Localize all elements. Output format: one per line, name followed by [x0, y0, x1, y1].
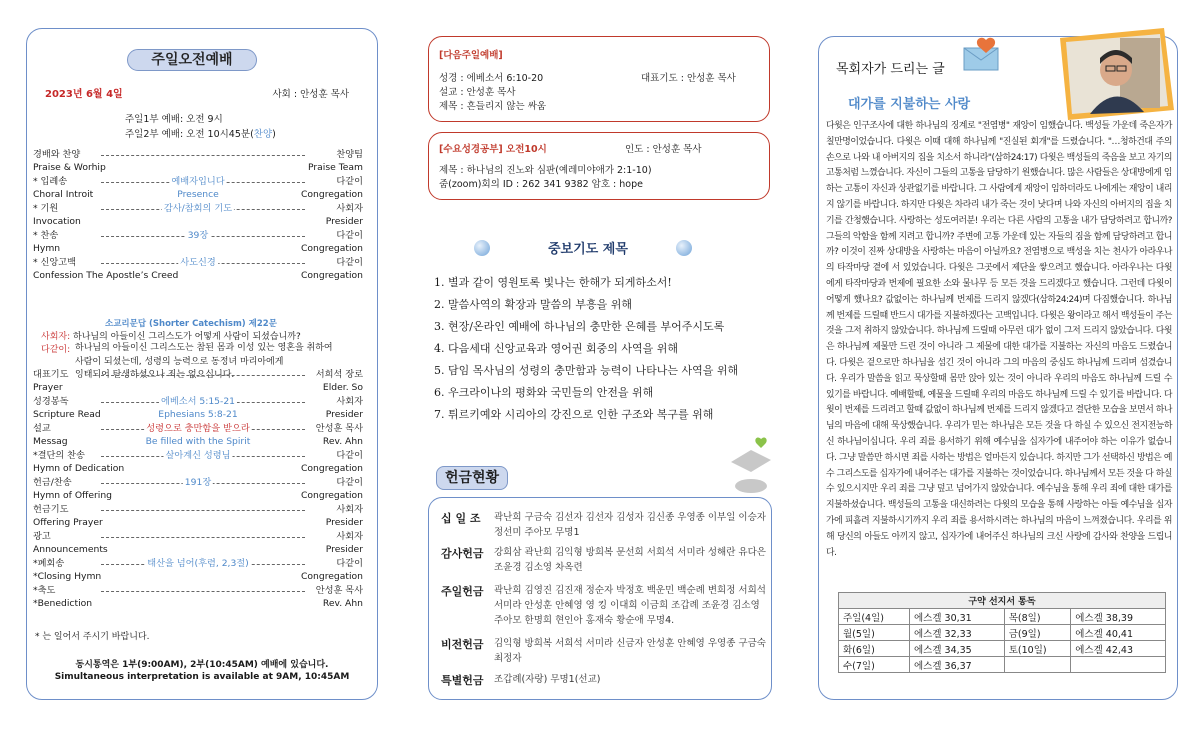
- interpretation-ko: 동시통역은 1부(9:00AM), 2부(10:45AM) 예배에 있습니다.: [75, 660, 329, 670]
- order-row: Hymn Congregation: [33, 243, 363, 254]
- order-row: Hymn of Dedication Congregation: [33, 463, 363, 474]
- order-row: *축도 안성훈 목사: [33, 585, 363, 596]
- wednesday-heading: [수요성경공부] 오전10시: [439, 144, 547, 155]
- next-week-prayer: 대표기도 : 안성훈 목사: [641, 73, 736, 84]
- next-week-heading: [다음주일예배]: [439, 50, 503, 61]
- wednesday-box: [428, 132, 770, 200]
- next-week-sermon: 설교 : 안성훈 목사: [439, 87, 516, 98]
- service-time-2: 주일2부 예배: 오전 10시45분(찬양): [125, 129, 276, 140]
- order-row: Offering Prayer Presider: [33, 517, 363, 528]
- essay-body: 다윗은 인구조사에 대한 하나님의 징계로 "전염병" 재앙이 임했습니다. 백성들 가운데 죽은자가 칠만명이었습니다. 다윗은 이때 대해 하나님께 "진실된 회개"를 드렸습니다. "…청하건대 주의 손으로 나와 내 아버지의 집을 치소서 하니라"(삼하24:17) 다윗은 백성들의 죽음을 보고 자기의 고통처럼 느꼈습니다. 자신이 그들의 고통을 담당하기 원했습니다. 많은 사람들은 상대방에게 임하는 고통이 자신과 상관없기를 바랍니다. 그 사람에게 재앙이 임하더라도 나에게는 재앙이 내리지 않기를 바랍니다. 하지만 다윗은 차라리 내가 죽는 것이 낫다며 나와 자신의 아버지의 집을 치기를 간청했습니다. 사랑하는 성도여러분! 우리는 다른 사람의 고통을 내가 담당하려고 합니까? 그들의 악함을 함께 지려고 합니까? 주변에 고통 가운데 있는 자들의 짐을 함께 담당하려고 합니까? 이것이 진짜 상대방을 사랑하는 마음이 아닐까요? 전염병으로 백성을 치는 천사가 아라우나의 타작마당 곁에 서 있었습니다. 다윗은 그곳에서 제단을 쌓으려고 했습니다. 아라우나는 다윗에게 타작마당과 번제에 필요한 소와 물나무 등 모든 것을 드리겠다고 했습니다. 그런데 다윗이 어떻게 했나요? 값없이는 하나님께 번제를 드리지 않겠다(삼하24:24)며 다짐했습니다. 하나님께 번제를 드릴때 반드시 대가를 지불하겠다는 고백입니다. 다윗은 왕이라고 해서 백성들이 주는 것을 그저 취하지 않았습니다. 하나님께 드릴때 아무런 대가 없이 그저 드리지 않았습니다. 다윗은 하나님께 제물만 드린 것이 아니라 그 제물에 대한 대가를 지불하는 자신의 마음도 드렸습니다. 다윗은 겉으로만 하나님을 섬긴 것이 아니라 그의 마음의 중심도 하나님께 드리며 섬겼습니다. 우리가 말씀을 읽고 묵상할때 몸만 앉아 있는 것이 아니라 우리의 마음도 하나님께 드릴 수 있기를 바랍니다. 예배할때, 예물을 드릴때 우리의 마음도 하나님께 드릴 수 있기를 바랍니다. 다윗이 번제를 드리려고 할때 값없이 하나님께 번제를 드리지 않겠다고 결단한 모습을 보면서 하나님의 마음에 대해 묵상했습니다. 우리가 믿는 하나님은 모든 것을 다 하실 수 있으신 전지전능하신 하나님이십니다. 우리 죄를 용서하기 위해 예수님을 십자가에 내주어야 하는 이유가 없습니다. 그냥 말씀만 하시면 죄를 사하는 방법은 얼마든지 있습니다. 하지만 그가 선택하신 방법은 예수 그리스도를 십자가에 내어주는 대가를 지불하는 것이었습니다. 하나님께서 모든 것을 다 하실 수 있으시지만 우리 죄를 그냥 덮고 넘어가지 않았습니다. 예수님을 통해 우리 죄에 대한 대가를 지불하셨습니다. 백성들의 고통을 대신하려는 다윗의 모습을 통해 사랑하는 아들 예수님을 십자가에 피흘려 지불하시기까지 우리 죄를 용서하시려는 하나님의 마음이 느껴졌습니다. 우리를 위해 당신의 아들도 아끼지 않고, 십자가에 내어주신 하나님의 크신 사랑에 감사와 찬양을 드립니다.: [826, 121, 1172, 558]
- stand-note: * 는 일어서 주시기 바랍니다.: [35, 632, 150, 642]
- essay-title: 대가를 지불하는 사랑: [848, 97, 971, 112]
- pastor-photo: [1056, 28, 1176, 123]
- order-row: 헌금/찬송 191장 다같이: [33, 477, 363, 488]
- service-time-1: 주일1부 예배: 오전 9시: [125, 114, 223, 125]
- order-row: *결단의 찬송 살아계신 성령님 다같이: [33, 450, 363, 461]
- order-row: 성경봉독 에베소서 5:15-21 사회자: [33, 396, 363, 407]
- table-row: 월(5일) 에스겔 32,33 금(9일) 에스겔 40,41: [839, 625, 1166, 641]
- order-row: Choral Introit Presence Congregation: [33, 189, 363, 200]
- decoration-graphic: [727, 436, 773, 499]
- order-row: * 신앙고백 사도신경 다같이: [33, 257, 363, 268]
- order-row: * 입례송 예배자입니다 다같이: [33, 176, 363, 187]
- service-host: 사회 : 안성훈 목사: [272, 89, 349, 100]
- wednesday-leader: 인도 : 안성훈 목사: [625, 144, 702, 155]
- order-row: 광고 사회자: [33, 531, 363, 542]
- order-row: Prayer Elder. So: [33, 382, 363, 393]
- bullet-icon: [676, 240, 692, 256]
- catechism-question: 사회자: 하나님의 아들이신 그리스도가 어떻게 사람이 되셨습니까?: [41, 332, 301, 342]
- next-week-box: [428, 36, 770, 122]
- order-row: Hymn of Offering Congregation: [33, 490, 363, 501]
- catechism-answer-label: 다같이:: [41, 345, 71, 355]
- prayer-item: 3. 현장/온라인 예배에 하나님의 충만한 은혜를 부어주시도록: [434, 320, 725, 333]
- catechism-title: 소교리문답 (Shorter Catechism) 제22문: [105, 319, 277, 329]
- order-row: 설교 성령으로 충만함을 받으라 안성훈 목사: [33, 423, 363, 434]
- order-row: *Benediction Rev. Ahn: [33, 598, 363, 609]
- prayer-item: 1. 별과 같이 영원토록 빛나는 한해가 되게하소서!: [434, 276, 672, 289]
- next-week-title: 제목 : 흔들리지 않는 싸움: [439, 101, 547, 112]
- table-row: 화(6일) 에스겔 34,35 토(10일) 에스겔 42,43: [839, 641, 1166, 657]
- service-date: 2023년 6월 4일: [45, 89, 123, 100]
- offering-heading: 헌금현황: [436, 466, 508, 490]
- interpretation-en: Simultaneous interpretation is available at 9AM, 10:45AM: [54, 672, 350, 682]
- bible-table-title: 구약 선지서 통독: [839, 593, 1166, 609]
- order-row: Messag Be filled with the Spirit Rev. Ahn: [33, 436, 363, 447]
- order-row: Confession The Apostle’s Creed Congregation: [33, 270, 363, 281]
- wednesday-title: 제목 : 하나님의 진노와 심판(예레미야애가 2:1-10): [439, 165, 652, 176]
- worship-order-panel: [26, 28, 378, 700]
- prayer-item: 7. 튀르키예와 시리아의 강진으로 인한 구조와 복구를 위해: [434, 408, 714, 421]
- table-row: 수(7일) 에스겔 36,37: [839, 657, 1166, 673]
- order-row: 헌금기도 사회자: [33, 504, 363, 515]
- order-row: Scripture Read Ephesians 5:8-21 Presider: [33, 409, 363, 420]
- prayer-heading: 중보기도 제목: [548, 242, 628, 257]
- prayer-item: 5. 담임 목사님의 성령의 충만함과 능력이 나타나는 사역을 위해: [434, 364, 739, 377]
- offering-panel: 십 일 조 곽난희 구금숙 김선자 김선자 김성자 김신종 우영종 이부일 이승자 정선미 주아모 무명1 감사헌금 강희삼 곽난희 김익형 방희복 문선희 서희석 서미라 성해란 유다은 조윤경 김소영 차옥련 주일헌금 곽난희 김영진 김진재 정순자 박정호 백운민 백순례 변희정 서희석 서미라 안성훈 안혜영 영 킹 이대희 이금희 조갑례 조윤경 김소영 주아모 한명희 현인아 홍재숙 황순애 무명4. 비전헌금 김익형 방희복 서희석 서미라 신금자 안성훈 안혜영 우영종 구금숙 최정자 특별헌금 조갑례(자랑) 무명1(선교): [428, 497, 772, 700]
- order-row: 대표기도 서희석 장로: [33, 369, 363, 380]
- order-row: Invocation Presider: [33, 216, 363, 227]
- bible-reading-table: [838, 592, 1166, 673]
- wednesday-zoom: 줌(zoom)회의 ID : 262 341 9382 암호 : hope: [439, 179, 643, 190]
- order-row: *Closing Hymn Congregation: [33, 571, 363, 582]
- catechism-answer: 하나님의 아들이신 그리스도는 참된 몸과 이성 있는 영혼을 취하여 사람이 되셨는데, 성령의 능력으로 동정녀 마리아에게 잉태되어 탄생하셨으나 죄는 없으십니다.: [75, 343, 333, 380]
- prayer-item: 6. 우크라이나의 평화와 국민들의 안전을 위해: [434, 386, 654, 399]
- heart-envelope-icon: [962, 36, 1006, 75]
- prayer-item: 2. 말씀사역의 확장과 말씀의 부흥을 위해: [434, 298, 632, 311]
- pastor-heading: 목회자가 드리는 글: [836, 62, 945, 77]
- prayer-item: 4. 다음세대 신앙교육과 영어권 회중의 사역을 위해: [434, 342, 678, 355]
- worship-title: 주일오전예배: [127, 49, 257, 71]
- order-row: Announcements Presider: [33, 544, 363, 555]
- order-row: *폐회송 태산을 넘어(후렴, 2,3절) 다같이: [33, 558, 363, 569]
- next-week-scripture: 성경 : 에베소서 6:10-20: [439, 73, 544, 84]
- order-row: 경배와 찬양 찬양팀: [33, 149, 363, 160]
- order-row: * 기원 감사/참회의 기도 사회자: [33, 203, 363, 214]
- table-row: 주일(4일) 에스겔 30,31 목(8일) 에스겔 38,39: [839, 609, 1166, 625]
- bullet-icon: [474, 240, 490, 256]
- order-row: Praise & Worhip Praise Team: [33, 162, 363, 173]
- order-row: * 찬송 39장 다같이: [33, 230, 363, 241]
